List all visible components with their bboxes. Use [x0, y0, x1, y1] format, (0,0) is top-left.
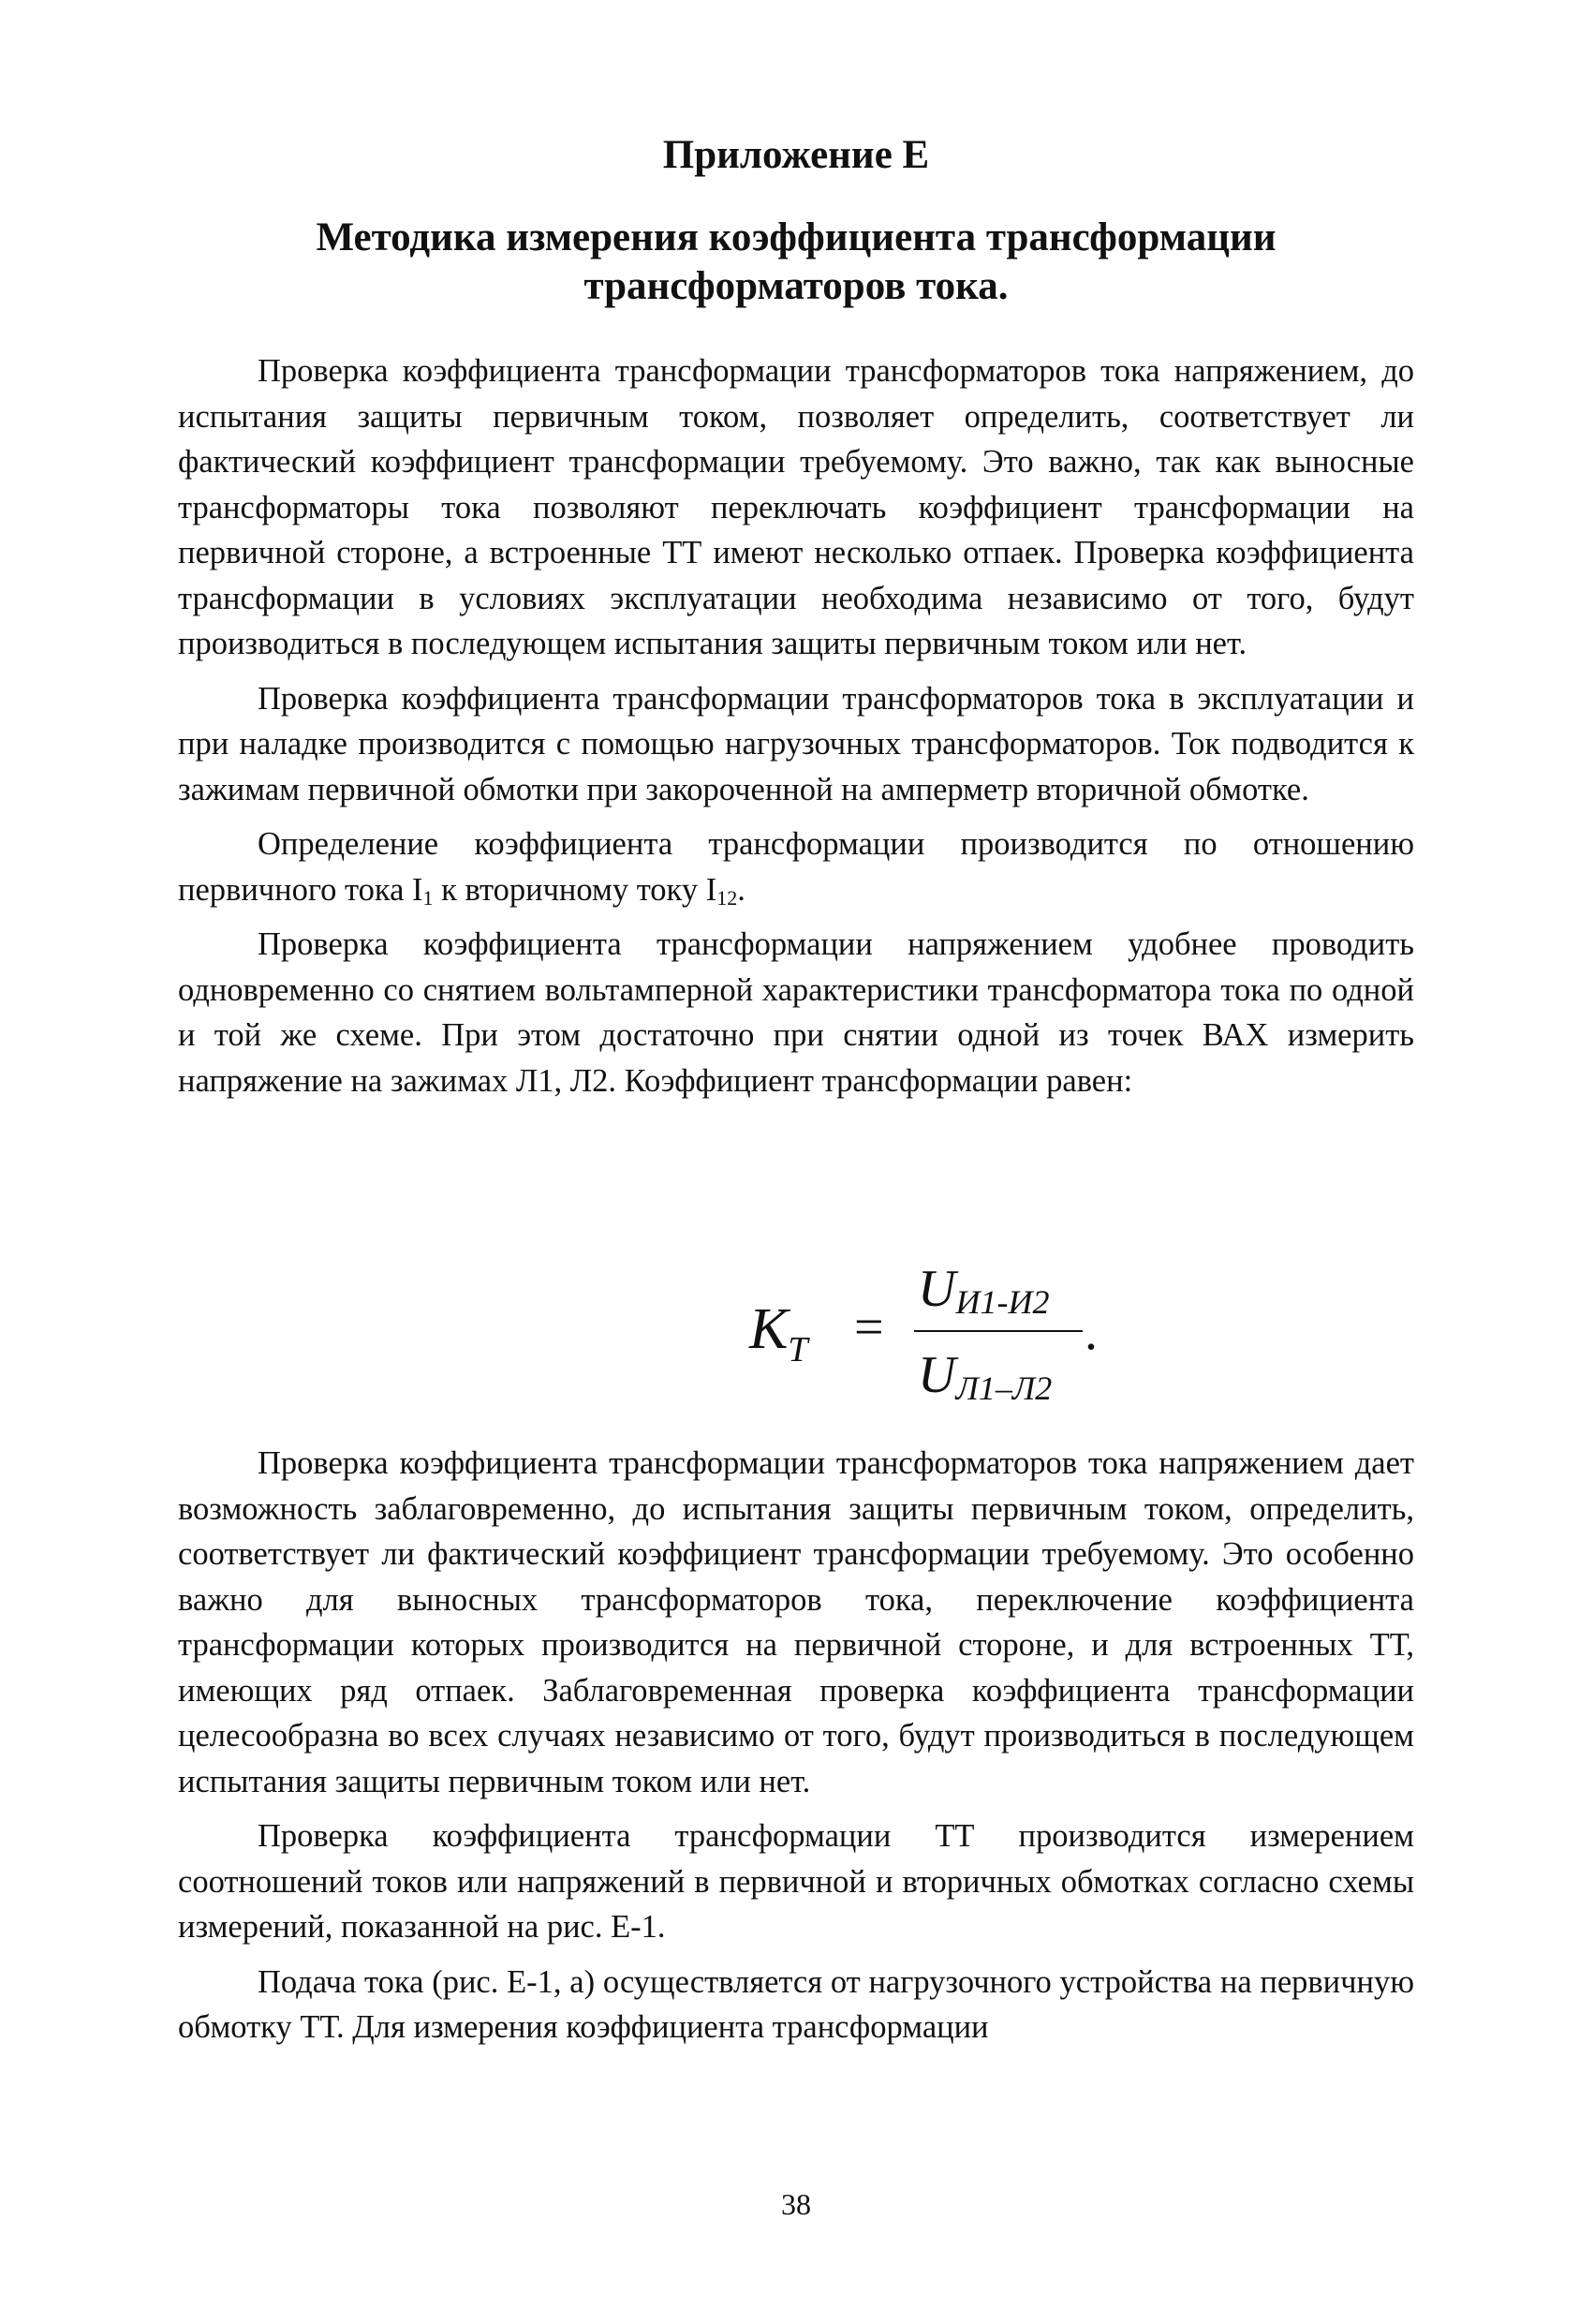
- document-page: [178, 0, 1414, 2324]
- ratio-text-before: Определение коэффициента трансформации производится по отношению первичного тока I: [178, 826, 1414, 908]
- formula-numerator-subscript: И1-И2: [955, 1283, 1050, 1321]
- paragraph-7: Подача тока (рис. Е-1, а) осуществляется от нагрузочного устройства на первичную обмотку ТТ. Для измерения коэффициента трансформации: [178, 1963, 1414, 2045]
- paragraph-4: Проверка коэффициента трансформации напряжением удобнее проводить одновременно со снятием вольтамперной характеристики трансформатора тока по одной и той же схеме. При этом достаточно при снятии одной из точек ВАХ измерить напряжение на зажимах Л1, Л2. Коэффициент трансформации равен:: [178, 926, 1414, 1099]
- formula-numerator-symbol: U: [918, 1260, 956, 1318]
- main-title-line-2: трансформаторов тока.: [583, 264, 1009, 308]
- paragraph-3: [178, 822, 1414, 912]
- page-number: 38: [781, 2187, 811, 2221]
- formula-denominator-subscript: Л1–Л2: [955, 1369, 1053, 1407]
- formula-numerator: [918, 1261, 1049, 1330]
- formula-denominator-symbol: U: [918, 1346, 956, 1404]
- appendix-title: Приложение Е: [662, 133, 930, 177]
- formula-denominator: [918, 1347, 1052, 1416]
- main-title-line-1: Методика измерения коэффициента трансформации: [316, 215, 1277, 259]
- paragraph-5: Проверка коэффициента трансформации трансформаторов тока напряжением дает возможность заблаговременно, до испытания защиты первичным током, определить, соответствует ли фактический коэффициент трансформации требуемому. Это особенно важно для выносных трансформаторов тока, переключение коэффициента трансформации которых производится на первичной стороне, и для встроенных ТТ, имеющих ряд отпаек. Заблаговременная проверка коэффициента трансформации целесообразна во всех случаях независимо от того, будут производиться в последующем испытания защиты первичным током или нет.: [178, 1445, 1414, 1799]
- formula-lhs: [749, 1297, 808, 1379]
- ratio-text-middle: к вторичному току I: [433, 871, 717, 908]
- transformation-ratio-formula: [749, 1251, 1180, 1411]
- ratio-subscript-1: 1: [422, 885, 434, 910]
- formula-lhs-symbol: K: [749, 1297, 789, 1361]
- ratio-text-after: .: [737, 871, 745, 908]
- paragraph-2: Проверка коэффициента трансформации трансформаторов тока в эксплуатации и при наладке производится с помощью нагрузочных трансформаторов. Ток подводится к зажимам первичной обмотки при закороченной на амперметр вторичной обмотке.: [178, 680, 1414, 807]
- fraction-bar: [914, 1330, 1083, 1332]
- formula-equals: =: [854, 1298, 884, 1356]
- formula-period: .: [1085, 1303, 1098, 1361]
- ratio-subscript-2: 12: [716, 885, 738, 910]
- formula-lhs-subscript: T: [788, 1330, 808, 1369]
- body-text-section-a: [178, 348, 1414, 1103]
- body-text-section-b: [178, 1441, 1414, 2050]
- paragraph-6: Проверка коэффициента трансформации ТТ производится измерением соотношений токов или напряжений в первичной и вторичных обмотках согласно схемы измерений, показанной на рис. Е-1.: [178, 1818, 1414, 1945]
- main-title: [178, 214, 1414, 311]
- paragraph-1: Проверка коэффициента трансформации трансформаторов тока напряжением, до испытания защиты первичным током, позволяет определить, соответствует ли фактический коэффициент трансформации требуемому. Это важно, так как выносные трансформаторы тока позволяют переключать коэффициент трансформации на первичной стороне, а встроенные ТТ имеют несколько отпаек. Проверка коэффициента трансформации в условиях эксплуатации необходима независимо от того, будут производиться в последующем испытания защиты первичным током или нет.: [178, 353, 1414, 661]
